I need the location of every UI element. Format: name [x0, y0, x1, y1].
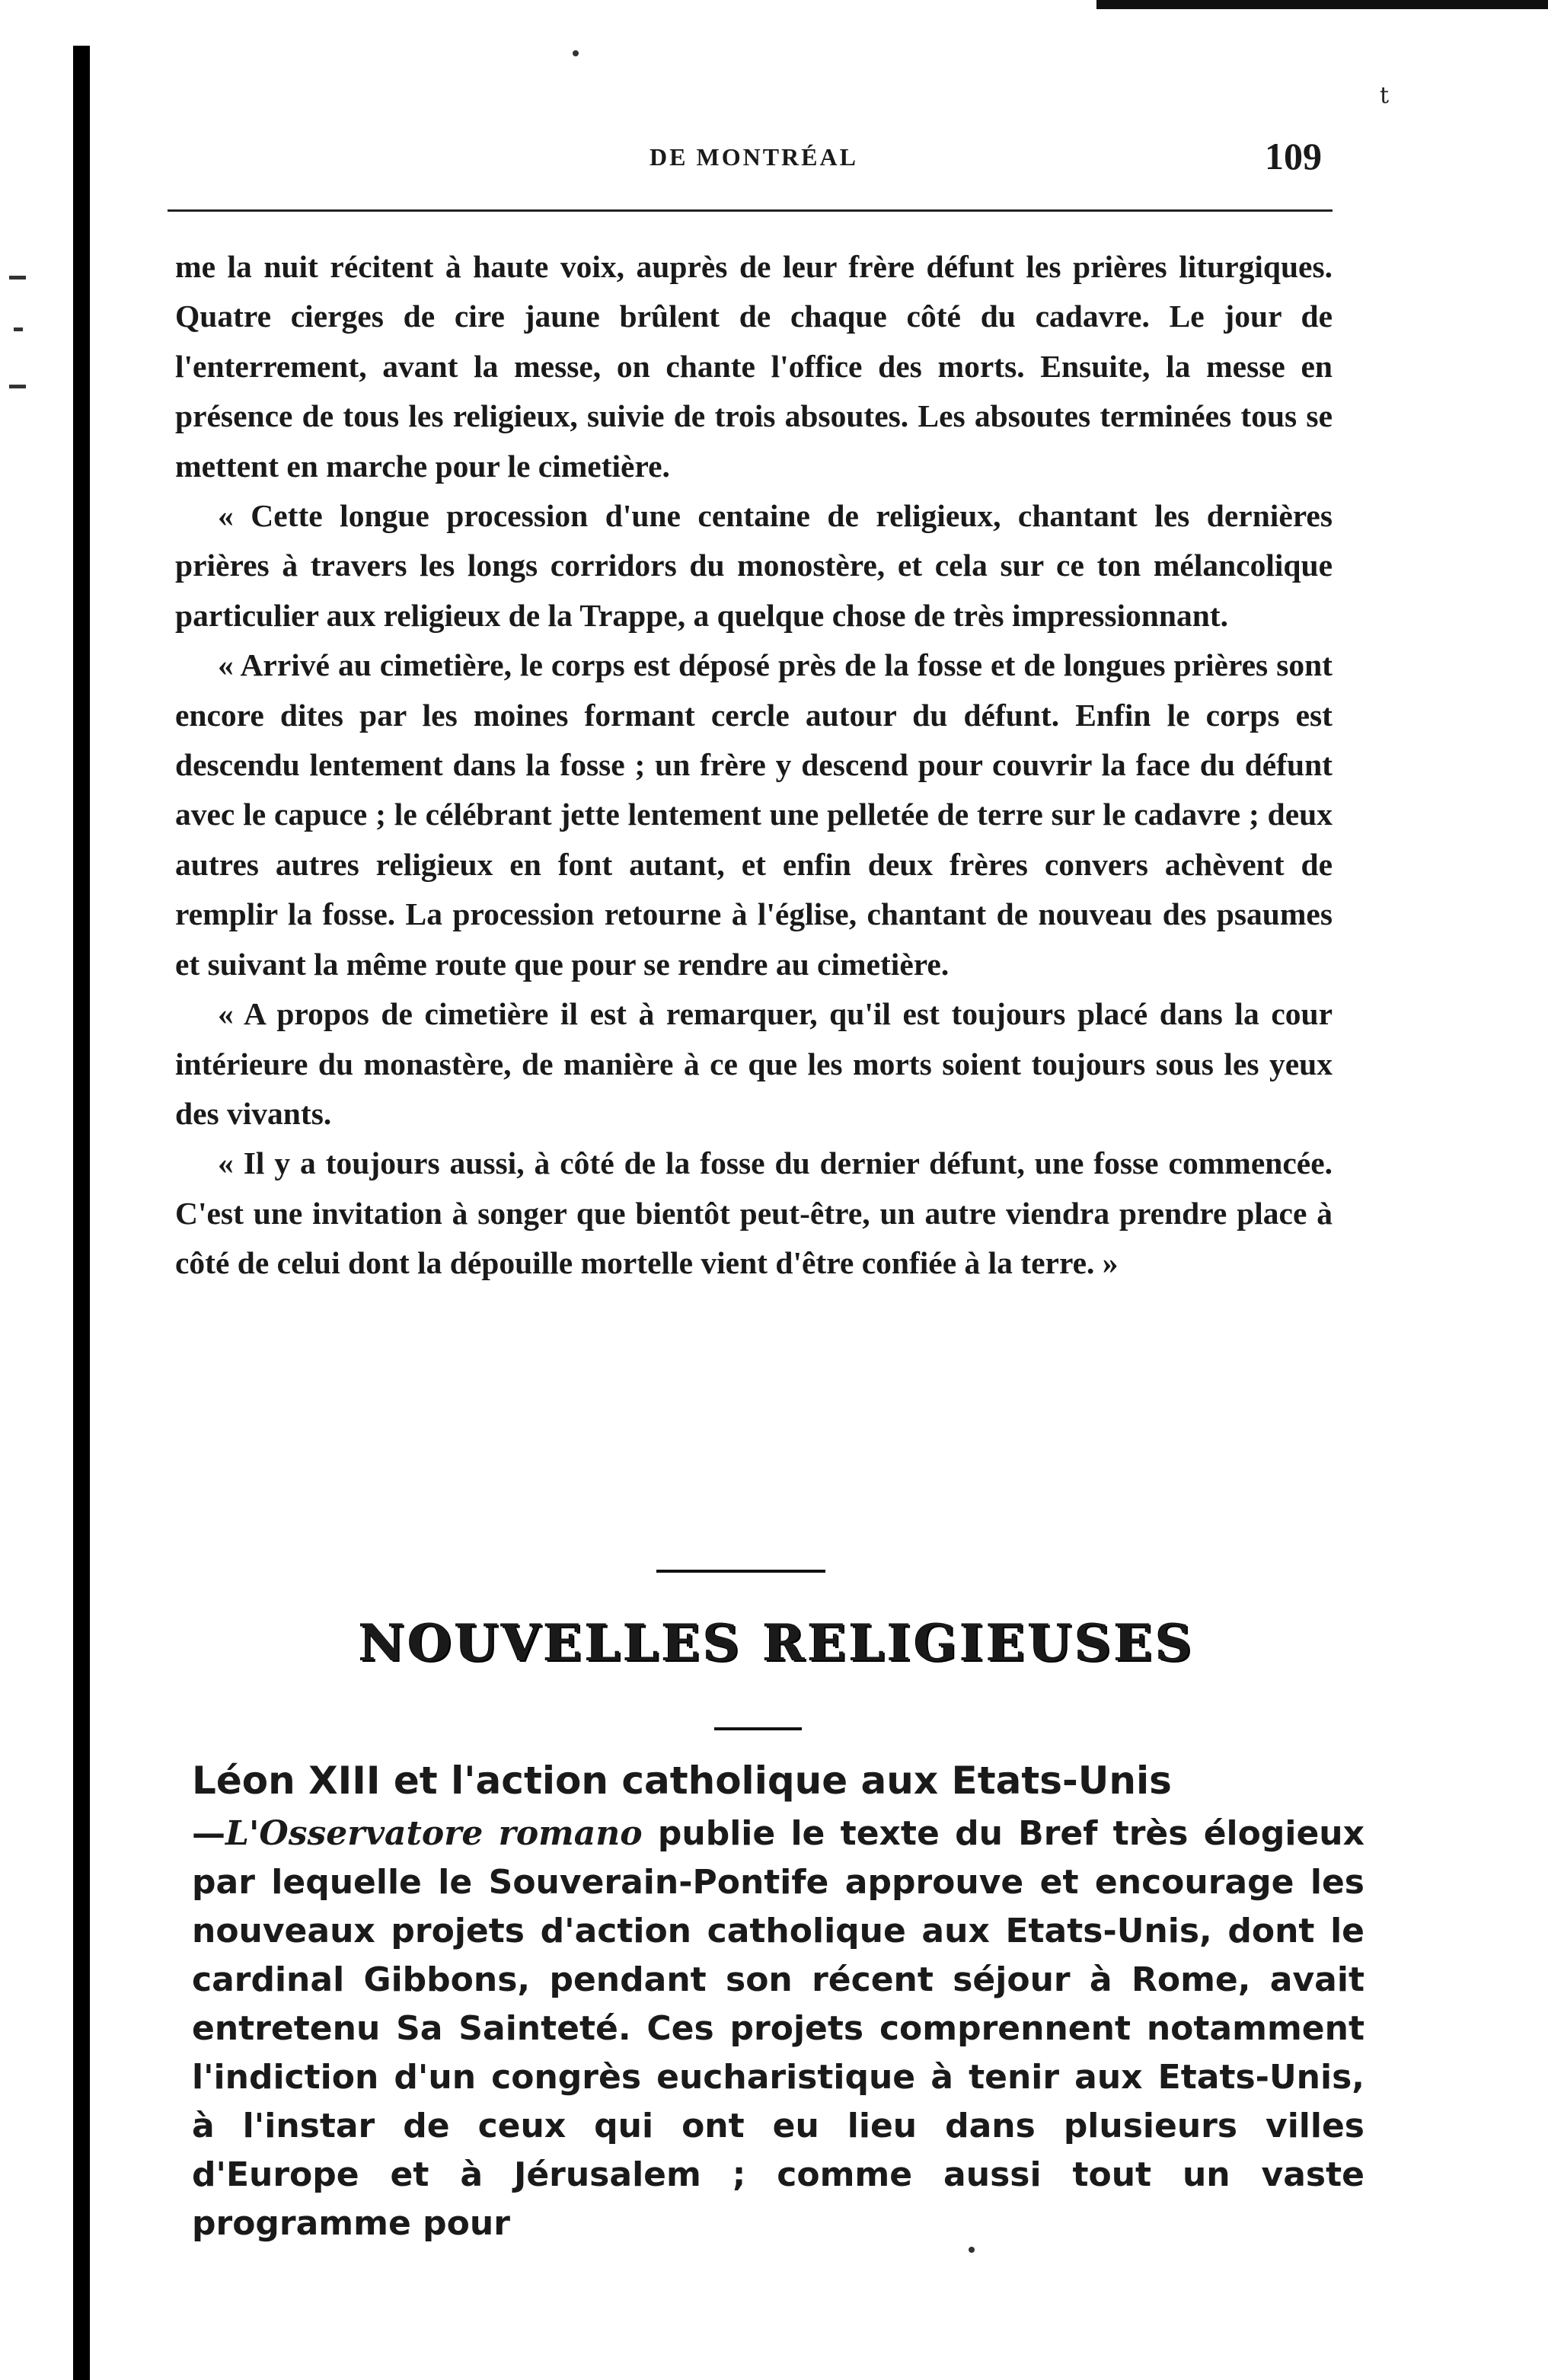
journal-name: L'Osservatore romano — [225, 1814, 643, 1853]
paragraph: me la nuit récitent à haute voix, auprès de leur frère défunt les prières liturgiques. Quatre cierges de cire jaune brûlent de chaque côté du cadavre. Le jour de l'enterrement, avant la messe, on chante l'office des morts. Ensuite, la messe en présence de tous les religieux, suivie de trois absoutes. Les absoutes terminées tous se mettent en marche pour le cimetière. — [175, 249, 1333, 484]
heading-divider — [714, 1727, 802, 1730]
paragraph: « Arrivé au cimetière, le corps est déposé près de la fosse et de longues prières sont encore dites par les moines formant cercle autour du défunt. Enfin le corps est descendu lentement dans la fosse ; un frère y descend pour couvrir la face du défunt avec le capuce ; le célébrant jette lentement une pelletée de terre sur le cadavre ; deux autres autres religieux en font autant, et enfin deux frères convers achèvent de remplir la fosse. La procession retourne à l'église, chantant de nouveau des psaumes et suivant la même route que pour se rendre au cimetière. — [175, 647, 1333, 982]
corner-mark: t — [1380, 82, 1390, 109]
article — [192, 1752, 1364, 2248]
paragraph: « A propos de cimetière il est à remarquer, qu'il est toujours placé dans la cour intérieure du monastère, de manière à ce que les morts soient toujours sous les yeux des vivants. — [175, 996, 1333, 1131]
paragraph: « Il y a toujours aussi, à côté de la fosse du dernier défunt, une fosse commencée. C'est une invitation à songer que bientôt peut-être, un autre viendra prendre place à côté de celui dont la dépouille mortelle vient d'être confiée à la terre. » — [175, 1145, 1333, 1281]
print-speck — [573, 50, 579, 56]
header-rule — [168, 209, 1333, 212]
margin-mark — [9, 276, 26, 280]
article-body — [192, 1810, 1364, 2248]
body-text — [175, 242, 1333, 1289]
em-dash: — — [192, 1814, 225, 1853]
running-head — [168, 134, 1340, 195]
article-text: publie le texte du Bref très élogieux par lequelle le Souverain-Pontife approuve et encourage les nouveaux projets d'action catholique aux Etats-Unis, dont le cardinal Gibbons, pendant son récent séjour à Rome, avait entretenu Sa Sainteté. Ces projets comprennent notamment l'indiction d'un congrès eucharistique à tenir aux Etats-Unis, à l'instar de ceux qui ont eu lieu dans plusieurs villes d'Europe et à Jérusalem ; comme aussi tout un vaste programme pour — [192, 1814, 1364, 2243]
paragraph: « Cette longue procession d'une centaine de religieux, chantant les dernières prières à travers les longs corridors du monostère, et cela sur ce ton mélancolique particulier aux religieux de la Trappe, a quelque chose de très impressionnant. — [175, 498, 1333, 633]
margin-mark — [9, 385, 26, 388]
running-title: DE MONTRÉAL — [650, 143, 858, 171]
section-divider — [656, 1570, 825, 1573]
page-binding-shadow — [73, 46, 90, 2380]
top-edge-rule — [1096, 0, 1548, 9]
page-number: 109 — [1265, 135, 1322, 177]
margin-mark — [14, 327, 23, 331]
article-title: Léon XIII et l'action catholique aux Etats-Unis — [192, 1759, 1172, 1803]
section-heading: NOUVELLES RELIGIEUSES — [359, 1613, 1195, 1672]
